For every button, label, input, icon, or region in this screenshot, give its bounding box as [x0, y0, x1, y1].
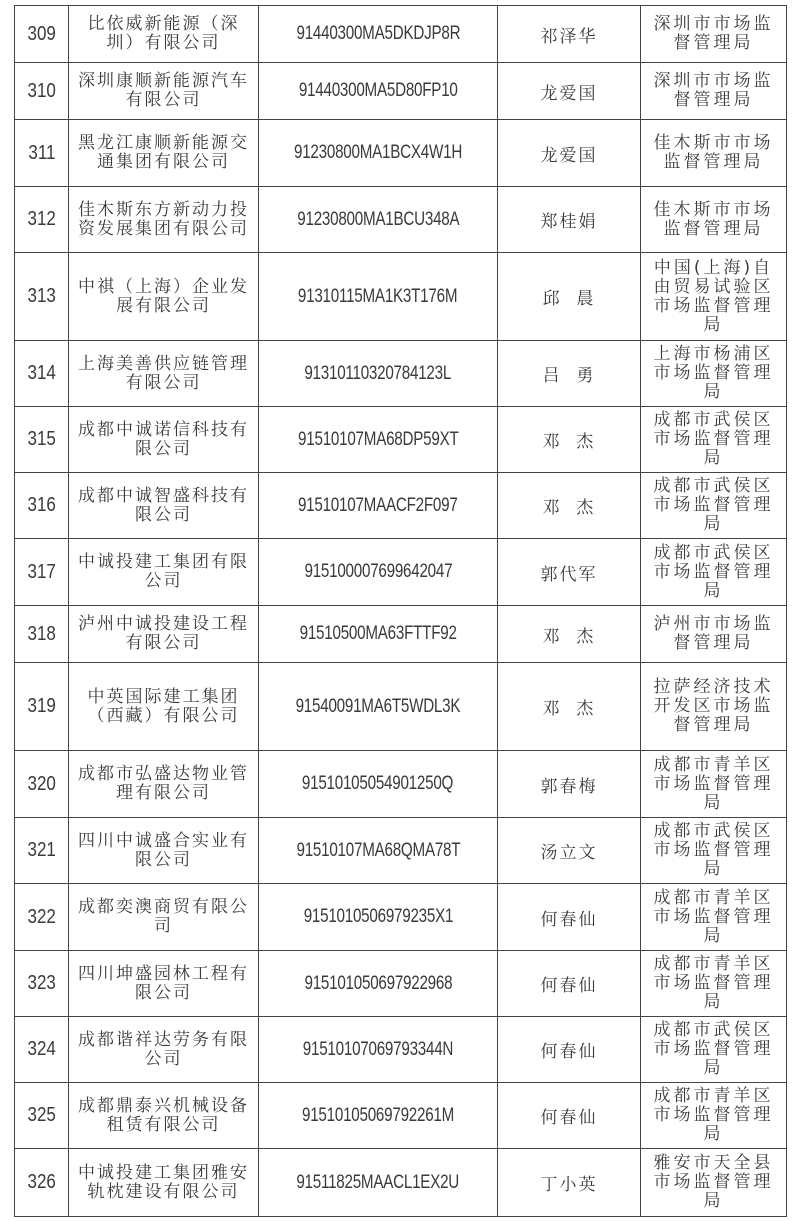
- row-number: 310: [27, 79, 56, 102]
- legal-representative: 邓 杰: [542, 699, 596, 719]
- company-name: 中祺（上海）企业发展有限公司: [78, 276, 249, 316]
- row-number-cell: [15, 663, 69, 751]
- registration-authority: 成都市武侯区市场监督管理局: [653, 542, 774, 601]
- registration-authority: 成都市青羊区市场监督管理局: [653, 887, 774, 946]
- row-number-cell: [15, 187, 69, 253]
- credit-code-cell: [259, 63, 498, 120]
- credit-code: 91310110320784123L: [304, 362, 452, 384]
- row-number-cell: [15, 120, 69, 187]
- registration-authority-cell: [641, 341, 787, 407]
- credit-code: 91440300MA5D80FP10: [298, 80, 458, 101]
- legal-representative: 何春仙: [540, 909, 598, 930]
- legal-representative: 邱 晨: [542, 289, 596, 309]
- row-number-cell: [15, 1017, 69, 1083]
- legal-representative-cell: [498, 1083, 641, 1149]
- company-name: 中诚投建工集团有限公司: [78, 552, 249, 591]
- legal-representative-cell: [498, 341, 641, 407]
- credit-code-cell: [259, 1149, 498, 1217]
- company-name: 成都谐祥达劳务有限公司: [78, 1029, 249, 1069]
- credit-code-cell: [259, 253, 498, 341]
- legal-representative-cell: [498, 120, 641, 187]
- company-name-cell: [69, 63, 259, 120]
- row-number-cell: [15, 1149, 69, 1217]
- row-number-cell: [15, 407, 69, 473]
- table-row: [15, 539, 787, 606]
- registration-authority-cell: [641, 884, 787, 951]
- table-row: [15, 473, 787, 539]
- company-name: 深圳康顺新能源汽车有限公司: [78, 71, 249, 110]
- credit-code: 91230800MA1BCU348A: [296, 208, 460, 230]
- enterprise-table: [14, 5, 787, 1217]
- table-row: [15, 663, 787, 751]
- legal-representative-cell: [498, 951, 641, 1017]
- registration-authority-cell: [641, 6, 787, 63]
- legal-representative-cell: [498, 606, 641, 663]
- row-number: 322: [27, 905, 56, 928]
- table-row: [15, 606, 787, 663]
- company-name: 中英国际建工集团（西藏）有限公司: [87, 686, 240, 726]
- legal-representative-cell: [498, 63, 641, 120]
- row-number-cell: [15, 818, 69, 884]
- row-number-cell: [15, 884, 69, 951]
- registration-authority: 成都市武侯区市场监督管理局: [653, 476, 774, 534]
- company-name-cell: [69, 341, 259, 407]
- table-row: [15, 751, 787, 818]
- registration-authority-cell: [641, 120, 787, 187]
- legal-representative: 龙爱国: [540, 83, 598, 104]
- legal-representative: 何春仙: [540, 1108, 598, 1128]
- registration-authority-cell: [641, 663, 787, 751]
- credit-code: 91440300MA5DKDJP8R: [296, 23, 460, 44]
- row-number: 320: [27, 772, 56, 795]
- credit-code-cell: [259, 120, 498, 187]
- company-name-cell: [69, 818, 259, 884]
- table-row: [15, 951, 787, 1017]
- registration-authority-cell: [641, 539, 787, 606]
- legal-representative: 何春仙: [540, 976, 598, 996]
- company-name: 四川坤盛园林工程有限公司: [78, 963, 249, 1003]
- legal-representative: 吕 勇: [542, 366, 596, 386]
- registration-authority: 成都市青羊区市场监督管理局: [653, 754, 774, 813]
- credit-code-cell: [259, 1083, 498, 1149]
- row-number: 309: [27, 22, 56, 45]
- company-name: 上海美善供应链管理有限公司: [78, 353, 249, 393]
- legal-representative: 郭春梅: [540, 776, 598, 797]
- row-number: 311: [27, 141, 56, 164]
- credit-code-cell: [259, 663, 498, 751]
- row-number: 318: [27, 622, 56, 645]
- company-name: 成都中诚智盛科技有限公司: [78, 485, 249, 525]
- row-number-cell: [15, 751, 69, 818]
- credit-code: 91510107MAACF2F097: [298, 494, 458, 516]
- registration-authority: 上海市杨浦区市场监督管理局: [653, 344, 774, 402]
- registration-authority: 雅安市天全县市场监督管理局: [653, 1153, 774, 1211]
- row-number: 323: [27, 972, 56, 994]
- credit-code: 91310115MA1K3T176M: [298, 285, 458, 307]
- registration-authority-cell: [641, 1149, 787, 1217]
- company-name: 成都奕澳商贸有限公司: [78, 897, 249, 936]
- registration-authority: 成都市青羊区市场监督管理局: [653, 954, 774, 1012]
- registration-authority: 成都市青羊区市场监督管理局: [653, 1086, 774, 1144]
- row-number: 319: [27, 695, 56, 717]
- company-name-cell: [69, 951, 259, 1017]
- company-name: 成都市弘盛达物业管理有限公司: [78, 764, 249, 803]
- table-row: [15, 253, 787, 341]
- registration-authority-cell: [641, 1083, 787, 1149]
- credit-code-cell: [259, 187, 498, 253]
- table-row: [15, 884, 787, 951]
- credit-code-cell: [259, 473, 498, 539]
- credit-code-cell: [259, 751, 498, 818]
- registration-authority: 佳木斯市市场监督管理局: [653, 199, 774, 239]
- row-number: 316: [27, 494, 56, 516]
- credit-code: 91510107MA68QMA78T: [296, 839, 460, 861]
- legal-representative: 龙爱国: [540, 145, 598, 166]
- legal-representative: 祁泽华: [540, 26, 598, 47]
- legal-representative: 邓 杰: [542, 626, 596, 647]
- registration-authority: 拉萨经济技术开发区市场监督管理局: [653, 677, 774, 735]
- row-number: 315: [27, 428, 56, 450]
- credit-code-cell: [259, 341, 498, 407]
- credit-code-cell: [259, 606, 498, 663]
- credit-code-cell: [259, 539, 498, 606]
- registration-authority: 成都市武侯区市场监督管理局: [653, 1020, 774, 1078]
- legal-representative-cell: [498, 253, 641, 341]
- legal-representative-cell: [498, 407, 641, 473]
- company-name: 黑龙江康顺新能源交通集团有限公司: [78, 133, 249, 172]
- credit-code-cell: [259, 951, 498, 1017]
- table-row: [15, 63, 787, 120]
- company-name-cell: [69, 253, 259, 341]
- company-name-cell: [69, 606, 259, 663]
- table-row: [15, 1017, 787, 1083]
- legal-representative: 何春仙: [540, 1042, 598, 1062]
- row-number: 314: [27, 362, 56, 384]
- legal-representative-cell: [498, 473, 641, 539]
- company-name-cell: [69, 1149, 259, 1217]
- legal-representative-cell: [498, 663, 641, 751]
- company-name-cell: [69, 6, 259, 63]
- registration-authority-cell: [641, 818, 787, 884]
- legal-representative-cell: [498, 884, 641, 951]
- registration-authority-cell: [641, 951, 787, 1017]
- credit-code: 91510000769964204​7: [304, 561, 452, 582]
- legal-representative: 邓 杰: [542, 498, 596, 518]
- company-name-cell: [69, 120, 259, 187]
- registration-authority-cell: [641, 751, 787, 818]
- row-number: 317: [27, 560, 56, 583]
- company-name: 成都中诚诺信科技有限公司: [78, 419, 249, 459]
- credit-code-cell: [259, 884, 498, 951]
- registration-authority-cell: [641, 1017, 787, 1083]
- legal-representative-cell: [498, 1149, 641, 1217]
- credit-code-cell: [259, 1017, 498, 1083]
- table-body: [15, 6, 787, 1217]
- company-name-cell: [69, 473, 259, 539]
- company-name-cell: [69, 751, 259, 818]
- credit-code: 915101050697923​5X1: [303, 906, 453, 927]
- legal-representative-cell: [498, 539, 641, 606]
- registration-authority-cell: [641, 187, 787, 253]
- company-name-cell: [69, 539, 259, 606]
- registration-authority-cell: [641, 63, 787, 120]
- row-number: 325: [27, 1104, 56, 1126]
- row-number: 326: [27, 1171, 56, 1193]
- company-name: 中诚投建工集团雅安轨枕建设有限公司: [78, 1162, 249, 1202]
- credit-code-cell: [259, 407, 498, 473]
- registration-authority: 深圳市市场监督管理局: [653, 71, 774, 110]
- row-number-cell: [15, 951, 69, 1017]
- table-row: [15, 187, 787, 253]
- registration-authority: 成都市武侯区市场监督管理局: [653, 410, 774, 468]
- row-number: 321: [27, 839, 56, 861]
- table-row: [15, 1149, 787, 1217]
- company-name-cell: [69, 663, 259, 751]
- row-number-cell: [15, 63, 69, 120]
- company-name-cell: [69, 1083, 259, 1149]
- legal-representative-cell: [498, 751, 641, 818]
- row-number: 324: [27, 1038, 56, 1060]
- company-name: 成都鼎泰兴机械设备租赁有限公司: [78, 1095, 249, 1135]
- credit-code-cell: [259, 818, 498, 884]
- row-number-cell: [15, 539, 69, 606]
- company-name: 泸州中诚投建设工程有限公司: [78, 614, 249, 653]
- row-number-cell: [15, 606, 69, 663]
- legal-representative-cell: [498, 6, 641, 63]
- credit-code: 91510107MA68DP59XT: [297, 428, 459, 450]
- row-number-cell: [15, 6, 69, 63]
- legal-representative-cell: [498, 818, 641, 884]
- table-row: [15, 341, 787, 407]
- legal-representative: 郭代军: [540, 564, 598, 585]
- registration-authority: 成都市武侯区市场监督管理局: [653, 821, 774, 879]
- registration-authority: 中国(上海)自由贸易试验区市场监督管理局: [653, 257, 774, 335]
- legal-representative: 丁小英: [540, 1175, 598, 1195]
- table-row: [15, 120, 787, 187]
- company-name-cell: [69, 187, 259, 253]
- credit-code: 91230800MA1BCX4W1H: [293, 142, 463, 163]
- company-name: 佳木斯东方新动力投资发展集团有限公司: [78, 199, 249, 239]
- registration-authority-cell: [641, 407, 787, 473]
- registration-authority: 深圳市市场监督管理局: [653, 14, 774, 53]
- registration-authority: 泸州市市场监督管理局: [653, 614, 774, 653]
- registration-authority-cell: [641, 473, 787, 539]
- registration-authority-cell: [641, 606, 787, 663]
- legal-representative-cell: [498, 187, 641, 253]
- legal-representative: 邓 杰: [542, 432, 596, 452]
- row-number: 312: [27, 208, 56, 230]
- table-row: [15, 1083, 787, 1149]
- table-row: [15, 6, 787, 63]
- row-number-cell: [15, 253, 69, 341]
- row-number: 313: [27, 285, 56, 307]
- credit-code-cell: [259, 6, 498, 63]
- company-name: 四川中诚盛合实业有限公司: [78, 830, 249, 870]
- credit-code: 915101070697933​44N: [302, 1038, 454, 1060]
- credit-code: 91510105054901250Q: [302, 773, 454, 794]
- company-name-cell: [69, 884, 259, 951]
- table-row: [15, 818, 787, 884]
- registration-authority-cell: [641, 253, 787, 341]
- credit-code: 91510105069792296​8: [304, 972, 452, 994]
- row-number-cell: [15, 1083, 69, 1149]
- legal-representative-cell: [498, 1017, 641, 1083]
- credit-code: 91540091MA6T5WDL3K: [295, 695, 461, 717]
- registration-authority: 佳木斯市市场监督管理局: [653, 133, 774, 172]
- credit-code: 915101050697922​61M: [301, 1104, 455, 1126]
- row-number-cell: [15, 473, 69, 539]
- company-name: 比依威新能源（深圳）有限公司: [87, 14, 240, 53]
- legal-representative: 汤立文: [540, 843, 598, 863]
- legal-representative: 郑桂娟: [540, 212, 598, 232]
- company-name-cell: [69, 407, 259, 473]
- row-number-cell: [15, 341, 69, 407]
- credit-code: 91511825MAACL1EX2U: [296, 1171, 460, 1193]
- company-name-cell: [69, 1017, 259, 1083]
- credit-code: 91510500MA63FTTF92: [299, 623, 457, 644]
- table-row: [15, 407, 787, 473]
